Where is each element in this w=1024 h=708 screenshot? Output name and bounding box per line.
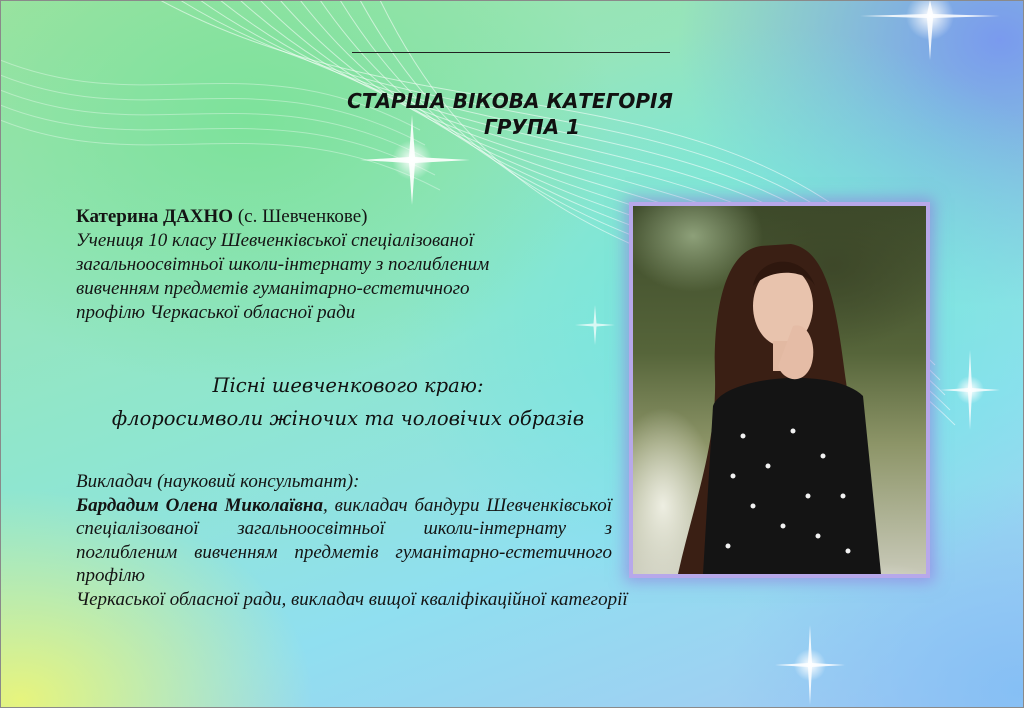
teacher-info [76,470,628,612]
teacher-school: Шевченківської спеціалізованої загальноосвітньої школи-інтернату з поглибленим вивченням предметів гуманітарно-естетичного профілю [76,494,613,587]
participant-last-name: ДАХНО [163,206,234,227]
participant-photo [633,206,926,574]
participant-description-line: вивченням предметів гуманітарно-естетичного [76,278,470,299]
portrait-illustration [633,206,926,574]
participant-place: (с. Шевченкове) [233,206,368,227]
teacher-role: , викладач бандури [322,494,480,516]
sparkle-icon [775,625,845,705]
participant-photo-frame [629,202,930,578]
work-title [78,369,618,435]
participant-name-line [76,205,636,229]
category-heading [300,88,720,140]
group-title: ГРУПА 1 [484,115,580,139]
work-title-line: Пісні шевченкового краю: [212,374,484,397]
teacher-heading: Викладач (науковий консультант): [76,471,360,492]
participant-first-name: Катерина [76,206,159,227]
participant-info [76,205,636,325]
sparkle-icon [860,0,1000,70]
teacher-last-line: Черкаської обласної ради, викладач вищої кваліфікаційної категорії [76,588,628,610]
title-rule [352,52,670,53]
sparkle-icon [940,350,1000,430]
participant-description-line: Учениця 10 класу Шевченківської спеціалізованої [76,230,474,251]
participant-description-line: профілю Черкаської обласної ради [76,302,356,323]
teacher-body [76,494,612,588]
participant-description-line: загальноосвітньої школи-інтернату з поглибленим [76,254,490,275]
work-title-line: флоросимволи жіночих та чоловічих образів [111,407,585,430]
category-title: СТАРША ВІКОВА КАТЕГОРІЯ [347,89,673,113]
teacher-name: Бардадим Олена Миколаївна [76,494,323,516]
